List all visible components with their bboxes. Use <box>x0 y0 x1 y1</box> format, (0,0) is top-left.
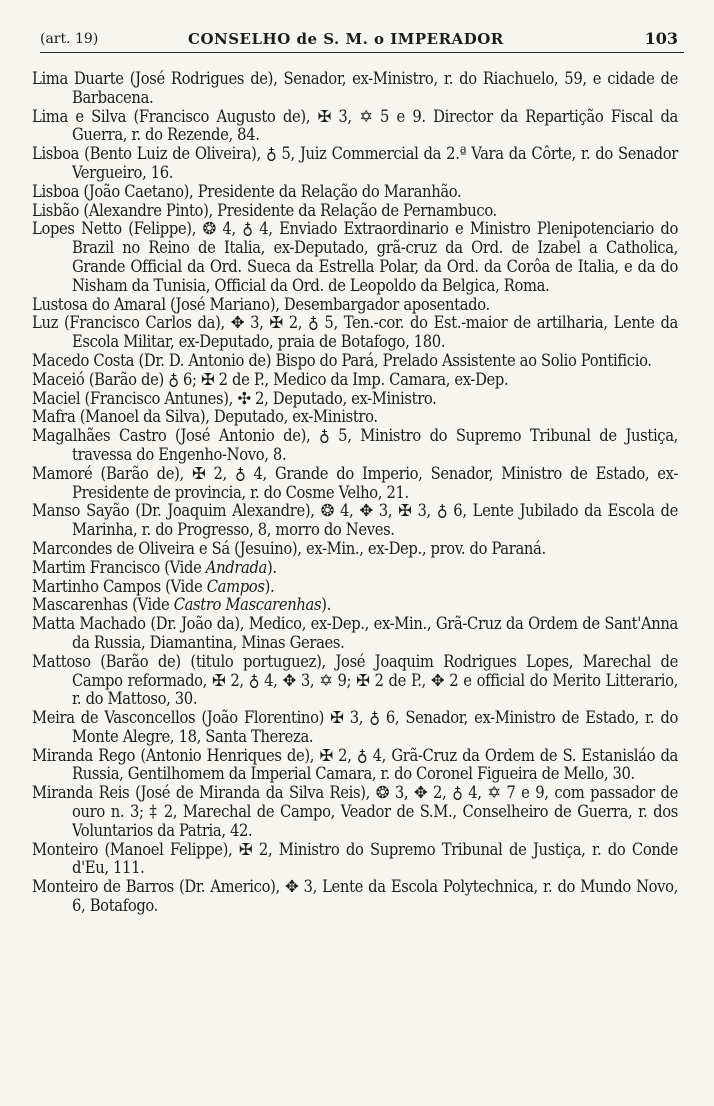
entry-details: (Dr. D. Antonio de) Bispo do Pará, Prelado Assistente ao Solio Pontificio. <box>134 350 652 370</box>
directory-entry <box>32 841 678 879</box>
entry-list <box>32 70 678 916</box>
entry-name: Manso Sayão <box>32 501 130 521</box>
entry-name: Monteiro de Barros <box>32 877 174 897</box>
entry-details: (Dr. João da), Medico, ex-Dep., ex-Min., Grã-Cruz da Ordem de Sant'Anna da Russia, Diamantina, Minas Geraes. <box>72 614 678 652</box>
directory-entry <box>32 296 678 315</box>
entry-name: Magalhães Castro <box>32 426 167 446</box>
entry-name: Miranda Reis <box>32 783 130 803</box>
directory-entry <box>32 145 678 183</box>
directory-entry <box>32 352 678 371</box>
page-number: 103 <box>644 29 678 48</box>
entry-details: (Bento Luiz de Oliveira), ♁ 5, Juiz Commercial da 2.ª Vara da Côrte, r. do Senador Vergueiro, 16. <box>72 144 678 182</box>
entry-details: (Francisco Augusto de), ✠ 3, ✡ 5 e 9. Director da Repartição Fiscal da Guerra, r. do Rezende, 84. <box>72 106 678 145</box>
entry-name: Martim Francisco <box>32 557 160 577</box>
entry-name: Macedo Costa <box>32 350 135 370</box>
entry-closing: ). <box>264 576 275 596</box>
entry-details: (Vide <box>127 595 174 615</box>
entry-name: Lima Duarte <box>32 69 124 88</box>
directory-entry <box>32 784 678 840</box>
entry-details: (João Caetano), Presidente da Relação do Maranhão. <box>79 181 462 201</box>
entry-details: (José Rodrigues de), Senador, ex-Ministro, r. do Riachuelo, 59, e cidade de Barbacena. <box>72 69 678 107</box>
entry-name: Miranda Rego <box>32 745 135 765</box>
entry-name: Lima e Silva <box>32 106 127 126</box>
directory-entry <box>32 653 678 709</box>
entry-name: Meira de Vasconcellos <box>32 708 196 728</box>
entry-details: (Barão de), ✠ 2, ♁ 4, Grande do Imperio, Senador, Ministro de Estado, ex-Presidente de provincia, r. do Cosme Velho, 21. <box>72 463 678 502</box>
entry-name: Lisbão <box>32 200 80 220</box>
entry-details: (José Antonio de), ♁ 5, Ministro do Supremo Tribunal de Justiça, travessa do Engenho-Novo, 8. <box>72 426 678 464</box>
directory-entry <box>32 183 678 202</box>
entry-name: Marcondes de Oliveira e Sá <box>32 538 230 558</box>
directory-entry <box>32 314 678 352</box>
entry-details: (Francisco Carlos da), ✥ 3, ✠ 2, ♁ 5, Ten.-cor. do Est.-maior de artilharia, Lente da Escola Militar, ex-Deputado, praia de Botafogo, 180. <box>58 313 678 352</box>
running-header <box>40 28 684 53</box>
entry-name: Martinho Campos <box>32 576 161 596</box>
entry-details: (João Florentino) ✠ 3, ♁ 6, Senador, ex-Ministro de Estado, r. do Monte Alegre, 18, Santa Thereza. <box>72 708 678 746</box>
directory-entry <box>32 540 678 559</box>
directory-entry <box>32 202 678 221</box>
directory-entry <box>32 390 678 409</box>
running-title: CONSELHO de S. M. o IMPERADOR <box>188 30 504 48</box>
entry-name: Lisboa <box>32 144 80 164</box>
directory-entry <box>32 108 678 146</box>
directory-entry <box>32 878 678 916</box>
entry-details: (Vide <box>160 576 207 596</box>
directory-entry <box>32 371 678 390</box>
entry-name: Mascarenhas <box>32 595 128 615</box>
entry-name: Mamoré <box>32 463 93 483</box>
entry-details: (Manoel Felippe), ✠ 2, Ministro do Supremo Tribunal de Justiça, r. do Conde d'Eu, 111. <box>72 839 678 878</box>
entry-details: (Barão de) ♁ 6; ✠ 2 de P., Medico da Imp. Camara, ex-Dep. <box>84 369 509 389</box>
entry-details: (Francisco Antunes), ✣ 2, Deputado, ex-Ministro. <box>80 388 437 408</box>
entry-name: Lisboa <box>32 181 80 201</box>
entry-details: (Dr. Americo), ✥ 3, Lente da Escola Polytechnica, r. do Mundo Novo, 6, Botafogo. <box>72 877 678 916</box>
entry-details: (José de Miranda da Silva Reis), ❂ 3, ✥ 2, ♁ 4, ✡ 7 e 9, com passador de ouro n. 3; ‡ 2, Marechal de Campo, Veador de S.M., Conselheiro de Guerra, r. dos Voluntarios da Patria, 42. <box>72 783 679 840</box>
directory-entry <box>32 427 678 465</box>
directory-entry <box>32 615 678 653</box>
entry-name: Matta Machado <box>32 614 146 634</box>
directory-entry <box>32 596 678 615</box>
cross-reference: Andrada <box>205 557 267 577</box>
directory-entry <box>32 465 678 503</box>
directory-entry <box>32 709 678 747</box>
entry-closing: ). <box>267 557 277 577</box>
directory-entry <box>32 559 678 578</box>
entry-details: (Barão de) (titulo portuguez), José Joaquim Rodrigues Lopes, Marechal de Campo reformado, ✠ 2, ♁ 4, ✥ 3, ✡ 9; ✠ 2 de P., ✥ 2 e official do Merito Litterario, r. do Mattoso, 30. <box>72 651 678 709</box>
entry-details: (Antonio Henriques de), ✠ 2, ♁ 4, Grã-Cruz da Ordem de S. Estanisláo da Russia, Gentilhomem da Imperial Camara, r. do Coronel Figueira de Mello, 30. <box>72 745 678 784</box>
directory-entry <box>32 502 678 540</box>
entry-name: Monteiro <box>32 839 98 859</box>
directory-entry <box>32 220 678 295</box>
entry-details: do Amaral (José Mariano), Desembargador aposentado. <box>87 294 490 314</box>
entry-name: Lustosa <box>32 294 88 314</box>
entry-details: (Dr. Joaquim Alexandre), ❂ 4, ✥ 3, ✠ 3, ♁ 6, Lente Jubilado da Escola de Marinha, r. do Progresso, 8, morro do Neves. <box>72 501 678 540</box>
directory-entry <box>32 578 678 597</box>
entry-details: (Felippe), ❂ 4, ♁ 4, Enviado Extraordinario e Ministro Plenipotenciario do Brazil no Reino de Italia, ex-Deputado, grã-cruz da Ord. de Izabel a Catholica, Grande Official da Ord. Sueca da Estrella Polar, da Ord. da Corôa de Italia, e da do Nisham da Tunisia, Official da Ord. de Leopoldo da Belgica, Roma. <box>72 219 678 295</box>
entry-name: Maceió <box>32 369 85 389</box>
article-reference: (art. 19) <box>40 31 99 47</box>
entry-name: Mafra <box>32 407 76 427</box>
entry-name: Mattoso <box>32 651 91 671</box>
directory-entry <box>32 747 678 785</box>
entry-details: (Alexandre Pinto), Presidente da Relação de Pernambuco. <box>79 200 497 220</box>
entry-details: (Manoel da Silva), Deputado, ex-Ministro. <box>75 407 378 427</box>
cross-reference: Campos <box>206 576 265 596</box>
cross-reference: Castro Mascarenhas <box>173 595 322 615</box>
entry-details: (Jesuino), ex-Min., ex-Dep., prov. do Paraná. <box>229 538 546 558</box>
entry-details: (Vide <box>159 557 206 577</box>
directory-entry <box>32 408 678 427</box>
directory-entry <box>32 70 678 108</box>
entry-name: Maciel <box>32 388 81 408</box>
entry-name: Luz <box>32 313 59 333</box>
entry-name: Lopes Netto <box>32 219 122 239</box>
entry-closing: ). <box>321 595 331 615</box>
